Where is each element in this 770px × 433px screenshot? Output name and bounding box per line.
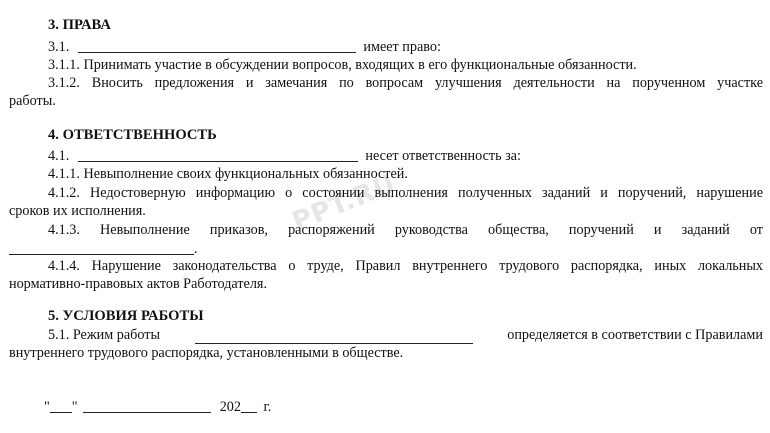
clause-4-1-2-line1: 4.1.2. Недостоверную информацию о состоянии выполнения полученных заданий и поручений, нарушение xyxy=(48,185,763,201)
clause-4-1-4-line1: 4.1.4. Нарушение законодательства о труде, Правил внутреннего трудового распорядка, иных локальных xyxy=(48,258,763,274)
section-3-heading: 3. ПРАВА xyxy=(48,17,111,33)
day-field[interactable] xyxy=(50,398,72,413)
clause-4-1-4-line2: нормативно-правовых актов Работодателя. xyxy=(9,276,267,292)
clause-4-1-1: 4.1.1. Невыполнение своих функциональных обязанностей. xyxy=(48,166,408,182)
year-suffix-field[interactable] xyxy=(241,398,257,413)
blank-schedule-field[interactable] xyxy=(195,329,473,344)
clause-text: несет ответственность за: xyxy=(365,148,521,164)
clause-text: определяется в соответствии с Правилами xyxy=(507,327,763,343)
clause-5-1-line1 xyxy=(48,327,763,344)
watermark: PPT.RU xyxy=(288,168,401,238)
clause-text: имеет право: xyxy=(363,39,441,55)
quote-open: " xyxy=(44,399,50,415)
clause-3-1-1: 3.1.1. Принимать участие в обсуждении вопросов, входящих в его функциональные обязанности. xyxy=(48,57,637,73)
blank-position-field[interactable] xyxy=(78,147,358,162)
clause-3-1 xyxy=(48,38,441,56)
year-prefix: 202 xyxy=(219,399,241,415)
month-field[interactable] xyxy=(83,398,211,413)
section-5-heading: 5. УСЛОВИЯ РАБОТЫ xyxy=(48,308,204,324)
section-4-heading: 4. ОТВЕТСТВЕННОСТЬ xyxy=(48,127,217,143)
clause-text: 5.1. Режим работы xyxy=(48,327,160,343)
blank-superior-field[interactable] xyxy=(9,240,194,255)
clause-4-1-3-line2 xyxy=(9,240,198,258)
clause-5-1-line2: внутреннего трудового распорядка, установленными в обществе. xyxy=(9,345,404,361)
blank-position-field[interactable] xyxy=(78,38,356,53)
clause-number: 3.1. xyxy=(48,39,70,55)
clause-4-1-2-line2: сроков их исполнения. xyxy=(9,203,146,219)
clause-4-1 xyxy=(48,147,521,165)
period: . xyxy=(194,241,198,257)
clause-number: 4.1. xyxy=(48,148,70,164)
clause-4-1-3-line1: 4.1.3. Невыполнение приказов, распоряжений руководства общества, поручений и заданий от xyxy=(48,222,763,238)
quote-close: " xyxy=(71,399,78,415)
clause-3-1-2-line2: работы. xyxy=(9,93,56,109)
clause-3-1-2-line1: 3.1.2. Вносить предложения и замечания по вопросам улучшения деятельности на порученном участке xyxy=(48,75,763,91)
date-line xyxy=(44,398,271,416)
year-abbrev: г. xyxy=(263,399,272,415)
